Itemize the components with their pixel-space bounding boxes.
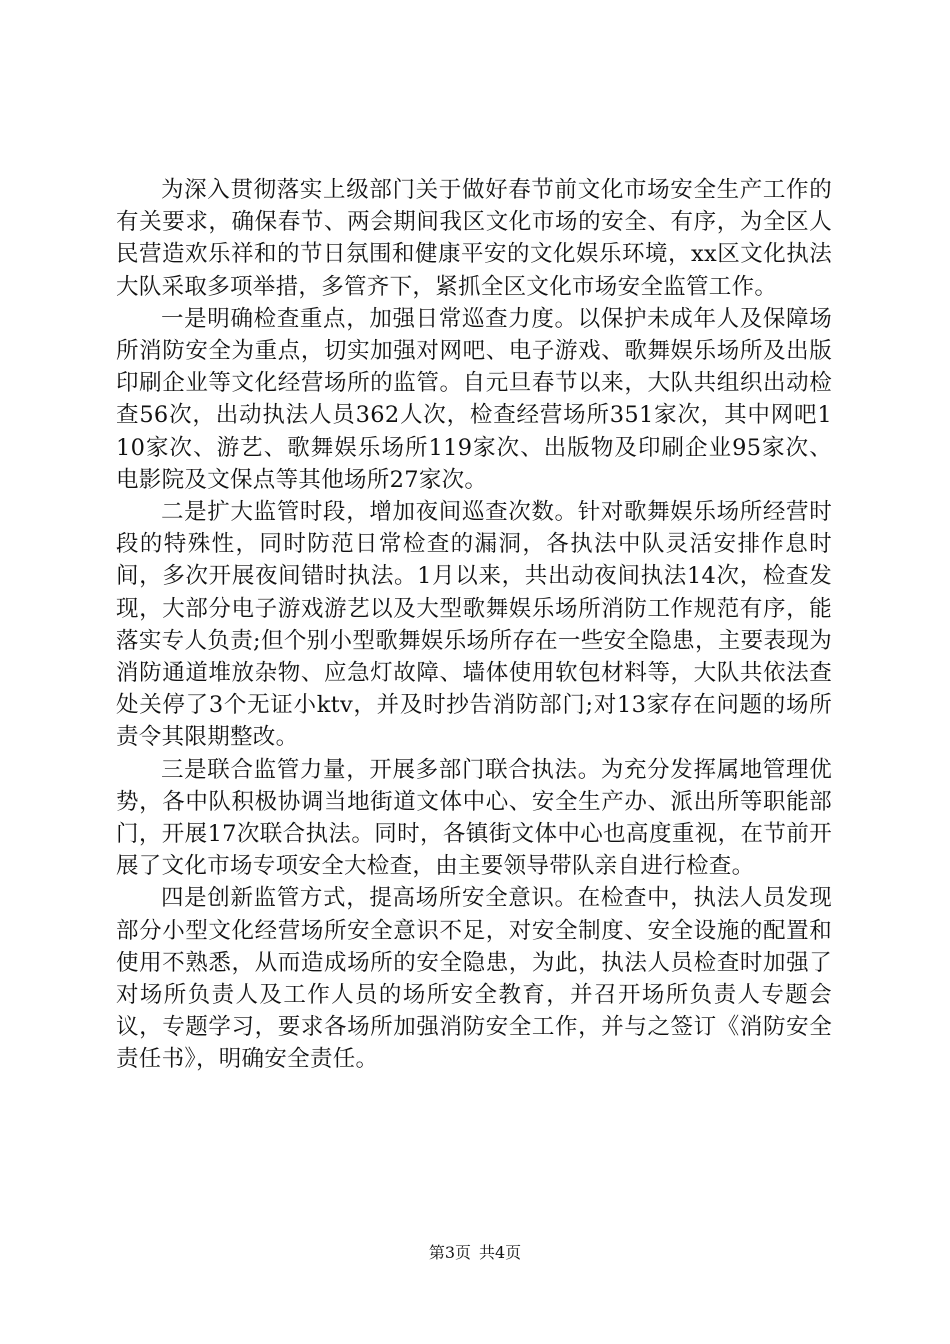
page-footer xyxy=(0,1243,950,1263)
page-number-current: 第3页 xyxy=(428,1243,471,1262)
paragraph-point-four: 四是创新监管方式，提高场所安全意识。在检查中，执法人员发现部分小型文化经营场所安全意识不足，对安全制度、安全设施的配置和使用不熟悉，从而造成场所的安全隐患，为此，执法人员检查时加强了对场所负责人及工作人员的场所安全教育，并召开场所负责人专题会议，专题学习，要求各场所加强消防安全工作，并与之签订《消防安全责任书》，明确安全责任。 xyxy=(116,885,832,1073)
document-body xyxy=(116,174,832,1076)
paragraph-intro: 为深入贯彻落实上级部门关于做好春节前文化市场安全生产工作的有关要求，确保春节、两会期间我区文化市场的安全、有序，为全区人民营造欢乐祥和的节日氛围和健康平安的文化娱乐环境，xx区文化执法大队采取多项举措，多管齐下，紧抓全区文化市场安全监管工作。 xyxy=(116,177,832,300)
paragraph-point-one: 一是明确检查重点，加强日常巡查力度。以保护未成年人及保障场所消防安全为重点，切实加强对网吧、电子游戏、歌舞娱乐场所及出版印刷企业等文化经营场所的监管。自元旦春节以来，大队共组织出动检查56次，出动执法人员362人次，检查经营场所351家次，其中网吧110家次、游艺、歌舞娱乐场所119家次、出版物及印刷企业95家次、电影院及文保点等其他场所27家次。 xyxy=(116,305,832,493)
paragraph-point-three: 三是联合监管力量，开展多部门联合执法。为充分发挥属地管理优势，各中队积极协调当地街道文体中心、安全生产办、派出所等职能部门，开展17次联合执法。同时，各镇街文体中心也高度重视，在节前开展了文化市场专项安全大检查，由主要领导带队亲自进行检查。 xyxy=(116,756,832,880)
paragraph-point-two: 二是扩大监管时段，增加夜间巡查次数。针对歌舞娱乐场所经营时段的特殊性，同时防范日常检查的漏洞，各执法中队灵活安排作息时间，多次开展夜间错时执法。1月以来，共出动夜间执法14次，检查发现，大部分电子游戏游艺以及大型歌舞娱乐场所消防工作规范有序，能落实专人负责;但个别小型歌舞娱乐场所存在一些安全隐患，主要表现为消防通道堆放杂物、应急灯故障、墙体使用软包材料等，大队共依法查处关停了3个无证小ktv，并及时抄告消防部门;对13家存在问题的场所责令其限期整改。 xyxy=(116,499,832,751)
page-number-total: 共4页 xyxy=(479,1243,522,1262)
